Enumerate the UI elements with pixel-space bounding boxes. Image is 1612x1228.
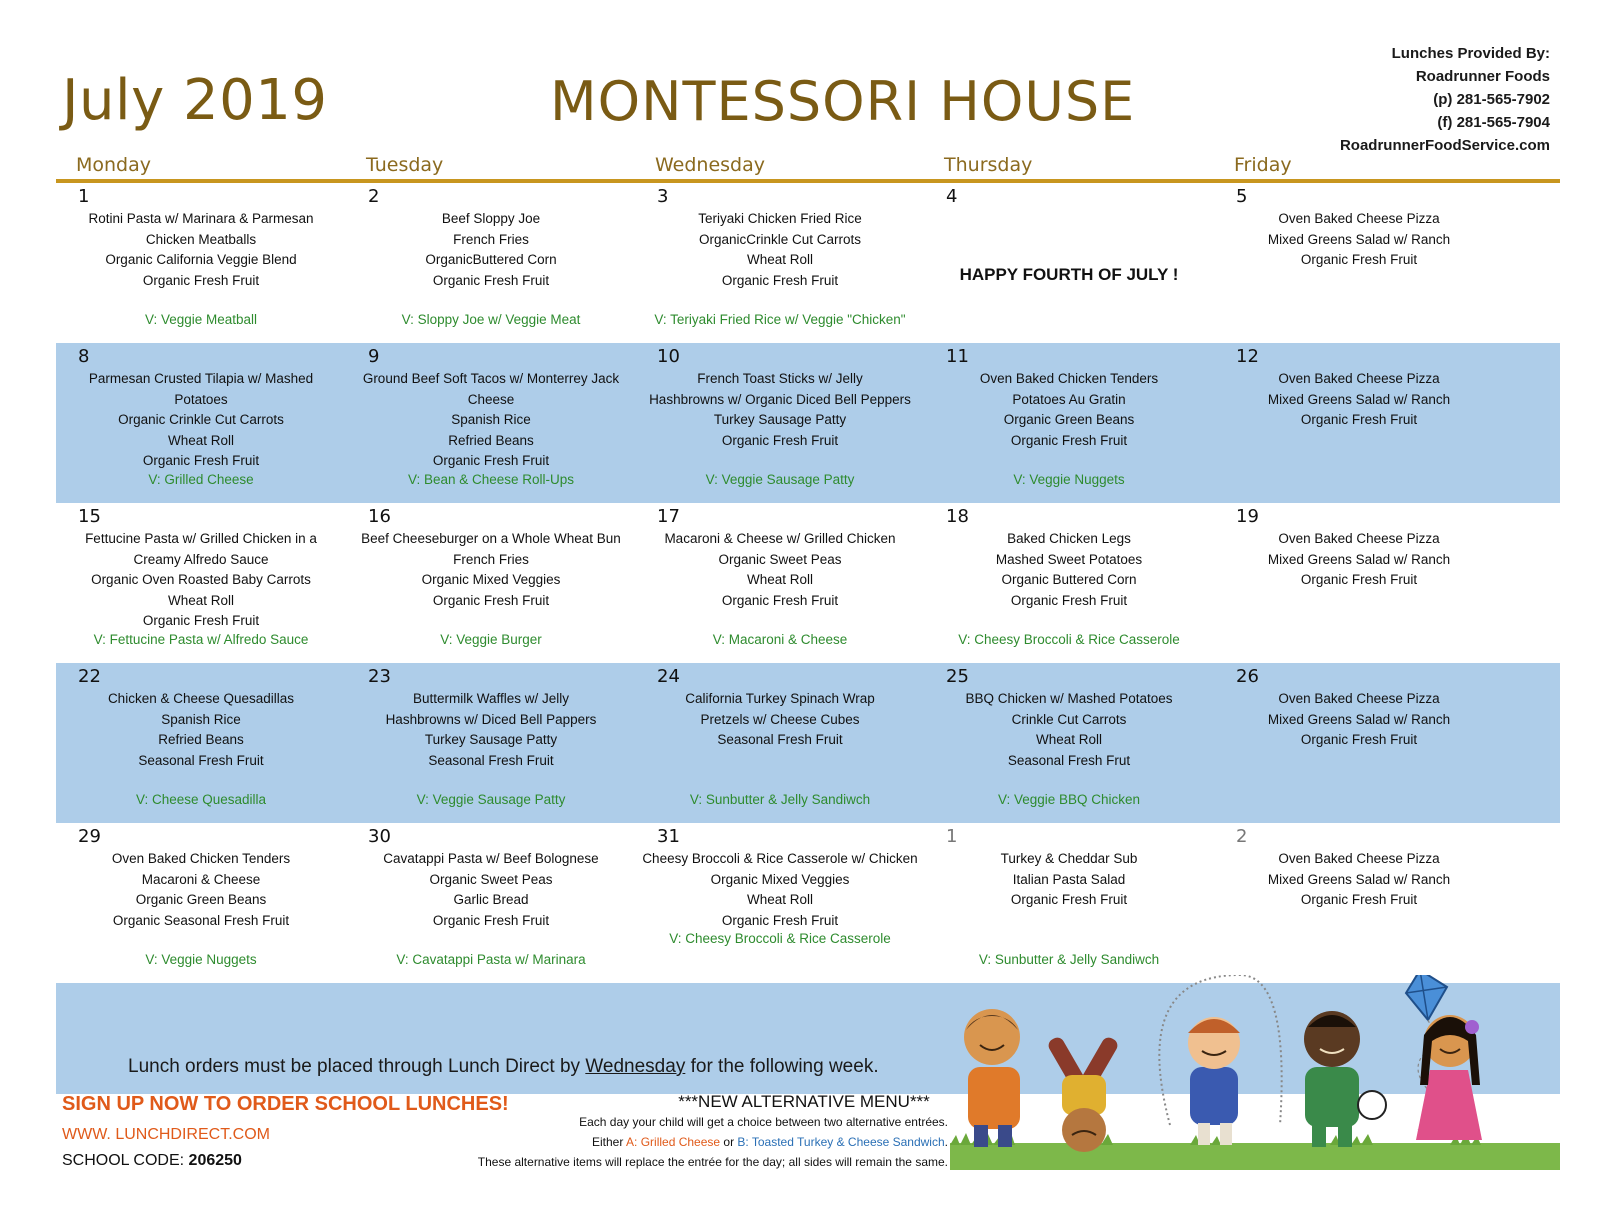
menu-items bbox=[635, 529, 925, 611]
provider-line: Lunches Provided By: bbox=[1391, 45, 1550, 62]
grass bbox=[950, 1143, 1560, 1170]
vegetarian-option: V: Veggie Burger bbox=[440, 631, 542, 647]
menu-item: Macaroni & Cheese w/ Grilled Chicken bbox=[664, 531, 896, 546]
menu-item: Baked Chicken Legs bbox=[1007, 531, 1131, 546]
alternative-menu bbox=[440, 1092, 948, 1172]
menu-item: Fettucine Pasta w/ Grilled Chicken in a bbox=[85, 531, 317, 546]
menu-item: Cheesy Broccoli & Rice Casserole w/ Chicken bbox=[642, 851, 918, 866]
vegetarian-option: V: Veggie BBQ Chicken bbox=[997, 791, 1141, 807]
menu-item: Spanish Rice bbox=[161, 711, 241, 727]
day-cell bbox=[56, 503, 346, 663]
menu-item: Crinkle Cut Carrots bbox=[1011, 711, 1127, 727]
menu-item: Oven Baked Cheese Pizza bbox=[1278, 851, 1440, 866]
menu-item: Buttermilk Waffles w/ Jelly bbox=[412, 691, 570, 706]
day-number: 3 bbox=[657, 186, 669, 207]
menu-item: Creamy Alfredo Sauce bbox=[133, 551, 269, 567]
menu-item: Wheat Roll bbox=[746, 572, 814, 587]
day-cell bbox=[56, 663, 346, 823]
menu-items bbox=[635, 689, 925, 751]
menu-item: Organic Fresh Fruit bbox=[1300, 572, 1418, 587]
menu-items bbox=[924, 529, 1214, 611]
order-note-text: Lunch orders must be placed through Lunch Direct by bbox=[128, 1056, 586, 1077]
provider-info bbox=[1340, 42, 1550, 157]
day-header-tuesday: Tuesday bbox=[366, 154, 444, 176]
vegetarian-option: V: Cavatappi Pasta w/ Marinara bbox=[396, 951, 586, 967]
day-cell bbox=[1214, 823, 1504, 983]
menu-item: Spanish Rice bbox=[451, 412, 531, 427]
vegetarian-option: V: Sunbutter & Jelly Sandiwch bbox=[689, 791, 871, 807]
provider-website: RoadrunnerFoodService.com bbox=[1339, 137, 1550, 154]
vegetarian-option: V: Veggie Sausage Patty bbox=[416, 791, 566, 807]
menu-item: Cheese bbox=[467, 391, 515, 407]
alt-menu-options bbox=[440, 1132, 948, 1152]
alt-menu-line: Each day your child will get a choice between two alternative entrées. bbox=[579, 1115, 948, 1129]
menu-items bbox=[346, 689, 636, 771]
day-cell bbox=[924, 343, 1214, 503]
menu-item: Organic Green Beans bbox=[135, 892, 267, 907]
menu-item: Potatoes bbox=[174, 391, 228, 407]
kid-figure-3 bbox=[1159, 975, 1281, 1145]
menu-item: Chicken & Cheese Quesadillas bbox=[107, 691, 295, 706]
alt-menu-line: These alternative items will replace the entrée for the day; all sides will remain the same. bbox=[477, 1155, 948, 1169]
vegetarian-option: V: Sloppy Joe w/ Veggie Meat bbox=[401, 311, 581, 327]
menu-items bbox=[346, 849, 636, 931]
day-number: 16 bbox=[368, 506, 391, 527]
day-number: 31 bbox=[657, 826, 680, 847]
week-row bbox=[56, 823, 1560, 983]
day-number: 25 bbox=[946, 666, 969, 687]
menu-item: Garlic Bread bbox=[453, 892, 529, 907]
day-number: 5 bbox=[1236, 186, 1248, 207]
alt-or: or bbox=[720, 1135, 738, 1149]
menu-item: Macaroni & Cheese bbox=[141, 871, 261, 887]
day-header-thursday: Thursday bbox=[944, 154, 1033, 176]
menu-item: French Toast Sticks w/ Jelly bbox=[697, 371, 863, 386]
day-cell bbox=[56, 183, 346, 343]
provider-fax: (f) 281-565-7904 bbox=[1437, 114, 1550, 131]
menu-items bbox=[1214, 209, 1504, 271]
menu-items bbox=[346, 529, 636, 611]
menu-item: California Turkey Spinach Wrap bbox=[685, 691, 875, 706]
day-headers bbox=[56, 154, 1560, 180]
week-row bbox=[56, 663, 1560, 823]
vegetarian-option: V: Veggie Nuggets bbox=[145, 951, 257, 967]
order-note-day: Wednesday bbox=[585, 1056, 686, 1077]
order-note bbox=[128, 1056, 879, 1078]
alt-option-a: A: Grilled Cheese bbox=[626, 1135, 721, 1149]
menu-item: Turkey Sausage Patty bbox=[424, 732, 558, 747]
menu-items bbox=[56, 849, 346, 931]
menu-item: Seasonal Fresh Fruit bbox=[717, 732, 843, 747]
menu-items bbox=[635, 209, 925, 291]
menu-item: Mashed Sweet Potatoes bbox=[995, 551, 1143, 567]
week-row bbox=[56, 503, 1560, 663]
menu-item: Organic Fresh Fruit bbox=[1300, 732, 1418, 747]
day-cell bbox=[346, 663, 636, 823]
day-number: 1 bbox=[78, 186, 90, 207]
day-cell bbox=[635, 183, 925, 343]
vegetarian-option: V: Macaroni & Cheese bbox=[712, 631, 848, 647]
alt-option-b: B: Toasted Turkey & Cheese Sandwich bbox=[737, 1135, 945, 1149]
day-cell bbox=[346, 503, 636, 663]
menu-item: Organic Sweet Peas bbox=[429, 871, 553, 887]
menu-item: Organic Fresh Fruit bbox=[432, 272, 550, 288]
menu-item: Chicken Meatballs bbox=[145, 231, 257, 247]
menu-item: Refried Beans bbox=[448, 432, 534, 448]
day-number: 1 bbox=[946, 826, 958, 847]
menu-item: Hashbrowns w/ Organic Diced Bell Peppers bbox=[649, 391, 911, 407]
menu-item: Organic Fresh Fruit bbox=[1300, 412, 1418, 427]
vegetarian-option: V: Veggie Meatball bbox=[144, 311, 258, 327]
day-cell bbox=[1214, 343, 1504, 503]
school-code-value: 206250 bbox=[188, 1152, 242, 1169]
menu-item: Parmesan Crusted Tilapia w/ Mashed bbox=[88, 371, 314, 386]
day-number: 10 bbox=[657, 346, 680, 367]
menu-items bbox=[56, 369, 346, 472]
menu-item: Pretzels w/ Cheese Cubes bbox=[700, 711, 860, 727]
menu-item: BBQ Chicken w/ Mashed Potatoes bbox=[965, 691, 1173, 706]
menu-item: Organic Mixed Veggies bbox=[421, 572, 561, 587]
menu-item: Seasonal Fresh Fruit bbox=[138, 752, 264, 768]
menu-item: Mixed Greens Salad w/ Ranch bbox=[1267, 231, 1451, 247]
kid-figure-5 bbox=[1416, 1015, 1482, 1140]
vegetarian-option: V: Teriyaki Fried Rice w/ Veggie "Chicken" bbox=[654, 311, 906, 327]
day-number: 18 bbox=[946, 506, 969, 527]
menu-items bbox=[56, 529, 346, 632]
day-cell bbox=[346, 183, 636, 343]
menu-item: Seasonal Fresh Fruit bbox=[428, 752, 554, 768]
menu-item: Organic Fresh Fruit bbox=[721, 912, 839, 928]
menu-item: Organic Fresh Fruit bbox=[721, 272, 839, 288]
menu-item: French Fries bbox=[453, 231, 529, 247]
menu-item: Organic Fresh Fruit bbox=[432, 592, 550, 608]
menu-item: French Fries bbox=[453, 551, 529, 567]
menu-items bbox=[635, 849, 925, 931]
menu-item: Organic California Veggie Blend bbox=[105, 252, 297, 267]
day-cell bbox=[1214, 663, 1504, 823]
vegetarian-option: V: Grilled Cheese bbox=[148, 471, 254, 487]
menu-items bbox=[1214, 849, 1504, 911]
menu-items bbox=[1214, 529, 1504, 591]
day-cell bbox=[346, 823, 636, 983]
menu-items bbox=[346, 209, 636, 291]
vegetarian-option: V: Veggie Nuggets bbox=[1013, 471, 1125, 487]
menu-item: Organic Buttered Corn bbox=[1001, 572, 1137, 587]
provider-phone: (p) 281-565-7902 bbox=[1433, 91, 1550, 108]
menu-item: Potatoes Au Gratin bbox=[1012, 391, 1126, 407]
week-row bbox=[56, 343, 1560, 503]
week-row bbox=[56, 183, 1560, 343]
day-cell bbox=[924, 823, 1214, 983]
day-number: 15 bbox=[78, 506, 101, 527]
vegetarian-option: V: Fettucine Pasta w/ Alfredo Sauce bbox=[93, 631, 309, 647]
menu-item: Organic Oven Roasted Baby Carrots bbox=[91, 572, 311, 587]
day-header-wednesday: Wednesday bbox=[655, 154, 766, 176]
month-title: July 2019 bbox=[62, 68, 328, 133]
vegetarian-option: V: Cheese Quesadilla bbox=[135, 791, 267, 807]
kids-illustration bbox=[950, 975, 1560, 1170]
day-cell bbox=[635, 823, 925, 983]
menu-items bbox=[1214, 369, 1504, 431]
menu-item: Organic Seasonal Fresh Fruit bbox=[112, 912, 290, 928]
menu-items bbox=[635, 369, 925, 451]
menu-item: Italian Pasta Salad bbox=[1012, 871, 1126, 887]
menu-item: Organic Sweet Peas bbox=[718, 551, 842, 567]
menu-item: Wheat Roll bbox=[1035, 732, 1103, 747]
day-cell bbox=[1214, 183, 1504, 343]
menu-items bbox=[56, 689, 346, 771]
menu-item: Mixed Greens Salad w/ Ranch bbox=[1267, 391, 1451, 407]
menu-item: Wheat Roll bbox=[167, 432, 235, 448]
menu-item: OrganicCrinkle Cut Carrots bbox=[698, 231, 862, 247]
menu-item: OrganicButtered Corn bbox=[425, 252, 557, 267]
day-number: 8 bbox=[78, 346, 90, 367]
menu-item: Mixed Greens Salad w/ Ranch bbox=[1267, 711, 1451, 727]
menu-item: Oven Baked Chicken Tenders bbox=[111, 851, 291, 866]
menu-item: Wheat Roll bbox=[746, 252, 814, 267]
day-number: 19 bbox=[1236, 506, 1259, 527]
menu-item: Organic Fresh Fruit bbox=[142, 613, 260, 628]
day-number: 24 bbox=[657, 666, 680, 687]
menu-item: Organic Fresh Fruit bbox=[721, 432, 839, 448]
vegetarian-option: V: Veggie Sausage Patty bbox=[705, 471, 855, 487]
menu-item: Hashbrowns w/ Diced Bell Pappers bbox=[385, 711, 597, 727]
day-header-monday: Monday bbox=[76, 154, 152, 176]
menu-item: Oven Baked Cheese Pizza bbox=[1278, 691, 1440, 706]
menu-item: Mixed Greens Salad w/ Ranch bbox=[1267, 871, 1451, 887]
menu-item: Oven Baked Cheese Pizza bbox=[1278, 531, 1440, 546]
day-number: 22 bbox=[78, 666, 101, 687]
vegetarian-option: V: Bean & Cheese Roll-Ups bbox=[407, 471, 575, 487]
day-number: 26 bbox=[1236, 666, 1259, 687]
day-number: 12 bbox=[1236, 346, 1259, 367]
menu-item: Beef Cheeseburger on a Whole Wheat Bun bbox=[361, 531, 621, 546]
menu-item: Seasonal Fresh Frut bbox=[1007, 752, 1131, 768]
day-cell bbox=[635, 343, 925, 503]
menu-item: Organic Fresh Fruit bbox=[432, 453, 550, 468]
calendar-grid bbox=[56, 183, 1560, 983]
menu-items bbox=[924, 689, 1214, 771]
day-number: 23 bbox=[368, 666, 391, 687]
day-cell bbox=[56, 823, 346, 983]
menu-items bbox=[346, 369, 636, 472]
menu-item: Beef Sloppy Joe bbox=[441, 211, 541, 226]
day-cell bbox=[1214, 503, 1504, 663]
school-title: MONTESSORI HOUSE bbox=[550, 70, 1136, 133]
day-number: 2 bbox=[1236, 826, 1248, 847]
menu-item: Organic Crinkle Cut Carrots bbox=[118, 412, 284, 427]
day-number: 17 bbox=[657, 506, 680, 527]
menu-items bbox=[56, 209, 346, 291]
vegetarian-option: V: Cheesy Broccoli & Rice Casserole bbox=[958, 631, 1180, 647]
menu-item: Organic Fresh Fruit bbox=[432, 912, 550, 928]
menu-item: Ground Beef Soft Tacos w/ Monterrey Jack bbox=[362, 371, 620, 386]
menu-items bbox=[1214, 689, 1504, 751]
menu-item: Turkey Sausage Patty bbox=[713, 412, 847, 427]
holiday-label: HAPPY FOURTH OF JULY ! bbox=[959, 265, 1179, 284]
provider-line: Roadrunner Foods bbox=[1415, 68, 1550, 85]
alt-either: Either bbox=[592, 1135, 627, 1149]
day-cell bbox=[635, 663, 925, 823]
menu-item: Organic Fresh Fruit bbox=[1300, 892, 1418, 907]
menu-item: Cavatappi Pasta w/ Beef Bolognese bbox=[383, 851, 599, 866]
kid-figure-4 bbox=[1304, 1011, 1386, 1147]
signup-heading: SIGN UP NOW TO ORDER SCHOOL LUNCHES! bbox=[62, 1093, 509, 1115]
alt-menu-title: ***NEW ALTERNATIVE MENU*** bbox=[678, 1092, 930, 1111]
vegetarian-option: V: Cheesy Broccoli & Rice Casserole bbox=[669, 931, 891, 946]
menu-items bbox=[924, 369, 1214, 451]
day-cell bbox=[924, 663, 1214, 823]
school-code-label: SCHOOL CODE: bbox=[62, 1152, 189, 1169]
day-number: 29 bbox=[78, 826, 101, 847]
vegetarian-option: V: Sunbutter & Jelly Sandiwch bbox=[978, 951, 1160, 967]
day-header-friday: Friday bbox=[1234, 154, 1292, 176]
menu-item: Organic Fresh Fruit bbox=[721, 592, 839, 608]
day-cell bbox=[924, 183, 1214, 343]
menu-item: Refried Beans bbox=[158, 732, 244, 747]
menu-item: Mixed Greens Salad w/ Ranch bbox=[1267, 551, 1451, 567]
menu-item: Wheat Roll bbox=[746, 892, 814, 907]
day-number: 30 bbox=[368, 826, 391, 847]
menu-item: Organic Fresh Fruit bbox=[1010, 592, 1128, 608]
menu-item: Wheat Roll bbox=[167, 592, 235, 608]
menu-item: Teriyaki Chicken Fried Rice bbox=[698, 211, 862, 226]
day-cell bbox=[56, 343, 346, 503]
menu-item: Organic Fresh Fruit bbox=[1010, 892, 1128, 907]
kid-figure-1 bbox=[964, 1009, 1020, 1147]
day-cell bbox=[924, 503, 1214, 663]
menu-item: Organic Fresh Fruit bbox=[1300, 252, 1418, 267]
menu-item: Organic Fresh Fruit bbox=[1010, 432, 1128, 448]
school-code bbox=[62, 1152, 242, 1170]
day-number: 9 bbox=[368, 346, 380, 367]
day-number: 11 bbox=[946, 346, 969, 367]
menu-item: Organic Mixed Veggies bbox=[710, 871, 850, 887]
lunchdirect-link[interactable]: WWW. LUNCHDIRECT.COM bbox=[62, 1126, 270, 1143]
menu-item: Organic Green Beans bbox=[1003, 412, 1135, 427]
day-number: 4 bbox=[946, 186, 958, 207]
menu-item: Rotini Pasta w/ Marinara & Parmesan bbox=[88, 211, 314, 226]
menu-item: Oven Baked Chicken Tenders bbox=[979, 371, 1159, 386]
menu-item: Organic Fresh Fruit bbox=[142, 453, 260, 468]
menu-items bbox=[924, 849, 1214, 911]
day-number: 2 bbox=[368, 186, 380, 207]
alt-dot: . bbox=[944, 1135, 948, 1149]
menu-item: Turkey & Cheddar Sub bbox=[1000, 851, 1138, 866]
day-cell bbox=[635, 503, 925, 663]
menu-item: Oven Baked Cheese Pizza bbox=[1278, 371, 1440, 386]
day-cell bbox=[346, 343, 636, 503]
menu-item: Organic Fresh Fruit bbox=[142, 272, 260, 288]
menu-item: Oven Baked Cheese Pizza bbox=[1278, 211, 1440, 226]
order-note-text: for the following week. bbox=[685, 1056, 879, 1077]
kid-figure-2 bbox=[1046, 1035, 1120, 1152]
